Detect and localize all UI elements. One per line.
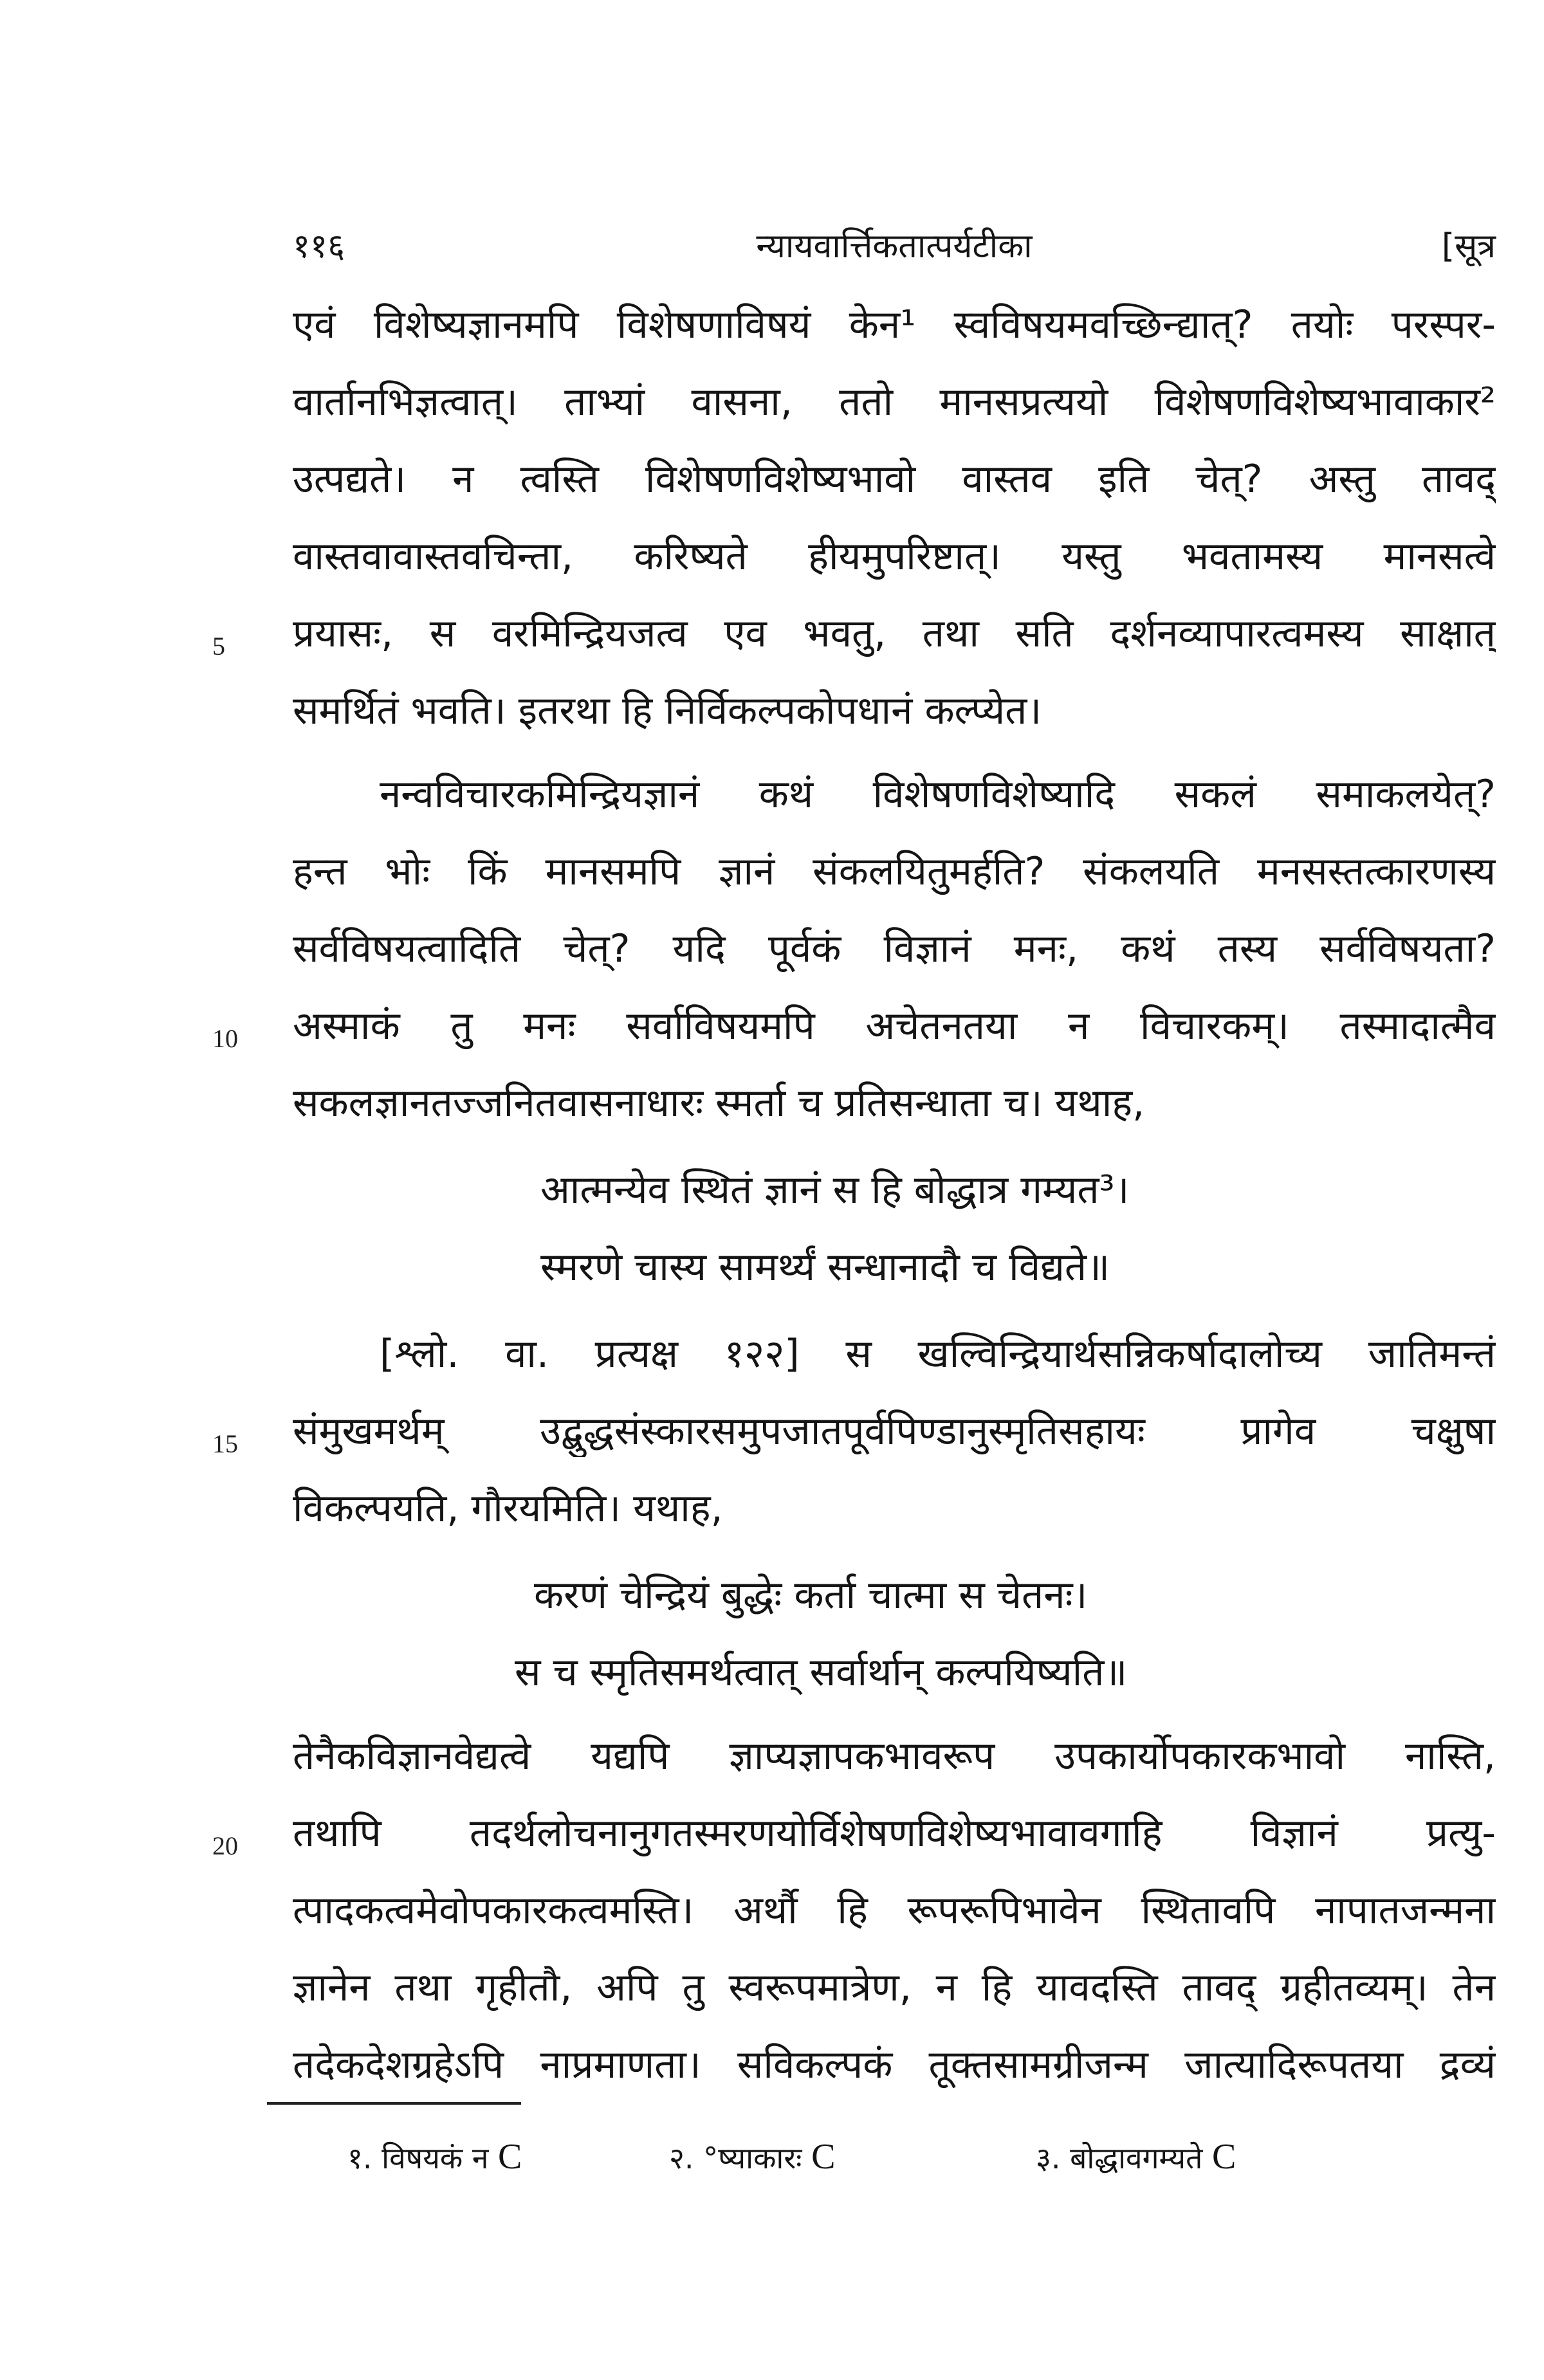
- line-number: 10: [212, 1024, 238, 1053]
- text-line: सकलज्ञानतज्जनितवासनाधारः स्मर्ता च प्रतिसन्धाता च। यथाह,: [293, 1081, 1145, 1126]
- verse-line: करणं चेन्द्रियं बुद्धेः कर्ता चात्मा स चेतनः।: [534, 1573, 1088, 1618]
- footnote-text: २. °ष्याकारः: [669, 2141, 812, 2175]
- text-line: अस्माकं तु मनः सर्वाविषयमपि अचेतनतया न विचारकम्। तस्मादात्मैव: [293, 1003, 1496, 1048]
- text-line: प्रयासः, स वरमिन्द्रियजत्व एव भवतु, तथा सति दर्शनव्यापारत्वमस्य साक्षात्: [293, 611, 1496, 656]
- text-line: एवं विशेष्यज्ञानमपि विशेषणाविषयं केन¹ स्वविषयमवच्छिन्द्यात्? तयोः परस्पर-: [293, 302, 1496, 347]
- page-number: ११६: [293, 227, 345, 266]
- text-line: तदेकदेशग्रहेऽपि नाप्रमाणता। सविकल्पकं तूक्तसामग्रीजन्म जात्यादिरूपतया द्रव्यं: [293, 2042, 1496, 2087]
- text-line: त्पादकत्वमेवोपकारकत्वमस्ति। अर्थौ हि रूपरूपिभावेन स्थितावपि नापातजन्मना: [293, 1888, 1496, 1933]
- section-marker: [सूत्र: [1441, 227, 1496, 266]
- text-line: तेनैकविज्ञानवेद्यत्वे यद्यपि ज्ञाप्यज्ञापकभावरूप उपकार्योपकारकभावो नास्ति,: [293, 1734, 1496, 1779]
- footnote: [669, 2134, 835, 2181]
- line-number: 5: [212, 632, 225, 661]
- line-number: 15: [212, 1429, 238, 1458]
- footnote-text: ३. बोद्धावगम्यते: [1036, 2141, 1212, 2175]
- footnote-divider: [267, 2102, 521, 2105]
- text-line: [श्लो. वा. प्रत्यक्ष १२२] स खल्विन्द्रियार्थसन्निकर्षादालोच्य जातिमन्तं: [380, 1332, 1496, 1377]
- text-line: समर्थितं भवति। इतरथा हि निर्विकल्पकोपधानं कल्प्येत।: [293, 688, 1042, 733]
- verse-line: स्मरणे चास्य सामर्थ्यं सन्धानादौ च विद्यते॥: [540, 1245, 1110, 1290]
- line-number: 20: [212, 1831, 238, 1860]
- verse-line: आत्मन्येव स्थितं ज्ञानं स हि बोद्धात्र गम्यत³।: [540, 1167, 1130, 1213]
- text-line: वार्तानभिज्ञत्वात्। ताभ्यां वासना, ततो मानसप्रत्ययो विशेषणविशेष्यभावाकार²: [293, 380, 1496, 425]
- footnote: [1036, 2134, 1236, 2181]
- text-line: ज्ञानेन तथा गृहीतौ, अपि तु स्वरूपमात्रेण, न हि यावदस्ति तावद् ग्रहीतव्यम्। तेन: [293, 1965, 1496, 2010]
- text-line: नन्वविचारकमिन्द्रियज्ञानं कथं विशेषणविशेष्यादि सकलं समाकलयेत्?: [380, 772, 1496, 817]
- footnote: [347, 2134, 522, 2181]
- manuscript-siglum: C: [1211, 2137, 1236, 2177]
- verse-line: स च स्मृतिसमर्थत्वात् सर्वार्थान् कल्पयिष्यति॥: [515, 1650, 1128, 1695]
- running-header: [293, 222, 1496, 273]
- manuscript-siglum: C: [498, 2137, 522, 2177]
- text-line: तथापि तदर्थलोचनानुगतस्मरणयोर्विशेषणविशेष्यभावावगाहि विज्ञानं प्रत्यु-: [293, 1811, 1496, 1856]
- text-line: संमुखमर्थम् उद्बुद्धसंस्कारसमुपजातपूर्वपिण्डानुस्मृतिसहायः प्रागेव चक्षुषा: [293, 1409, 1496, 1454]
- manuscript-siglum: C: [811, 2137, 836, 2177]
- text-line: उत्पद्यते। न त्वस्ति विशेषणविशेष्यभावो वास्तव इति चेत्? अस्तु तावद्: [293, 457, 1496, 502]
- running-title: न्यायवार्त्तिकतात्पर्यटीका: [756, 227, 1033, 266]
- text-line: विकल्पयति, गौरयमिति। यथाह,: [293, 1486, 723, 1531]
- text-line: हन्त भोः किं मानसमपि ज्ञानं संकलयितुमर्हति? संकलयति मनसस्तत्कारणस्य: [293, 849, 1496, 894]
- footnote-text: १. विषयकं न: [347, 2141, 499, 2175]
- text-line: सर्वविषयत्वादिति चेत्? यदि पूर्वकं विज्ञानं मनः, कथं तस्य सर्वविषयता?: [293, 926, 1496, 971]
- text-line: वास्तवावास्तवचिन्ता, करिष्यते हीयमुपरिष्टात्। यस्तु भवतामस्य मानसत्वे: [293, 534, 1496, 579]
